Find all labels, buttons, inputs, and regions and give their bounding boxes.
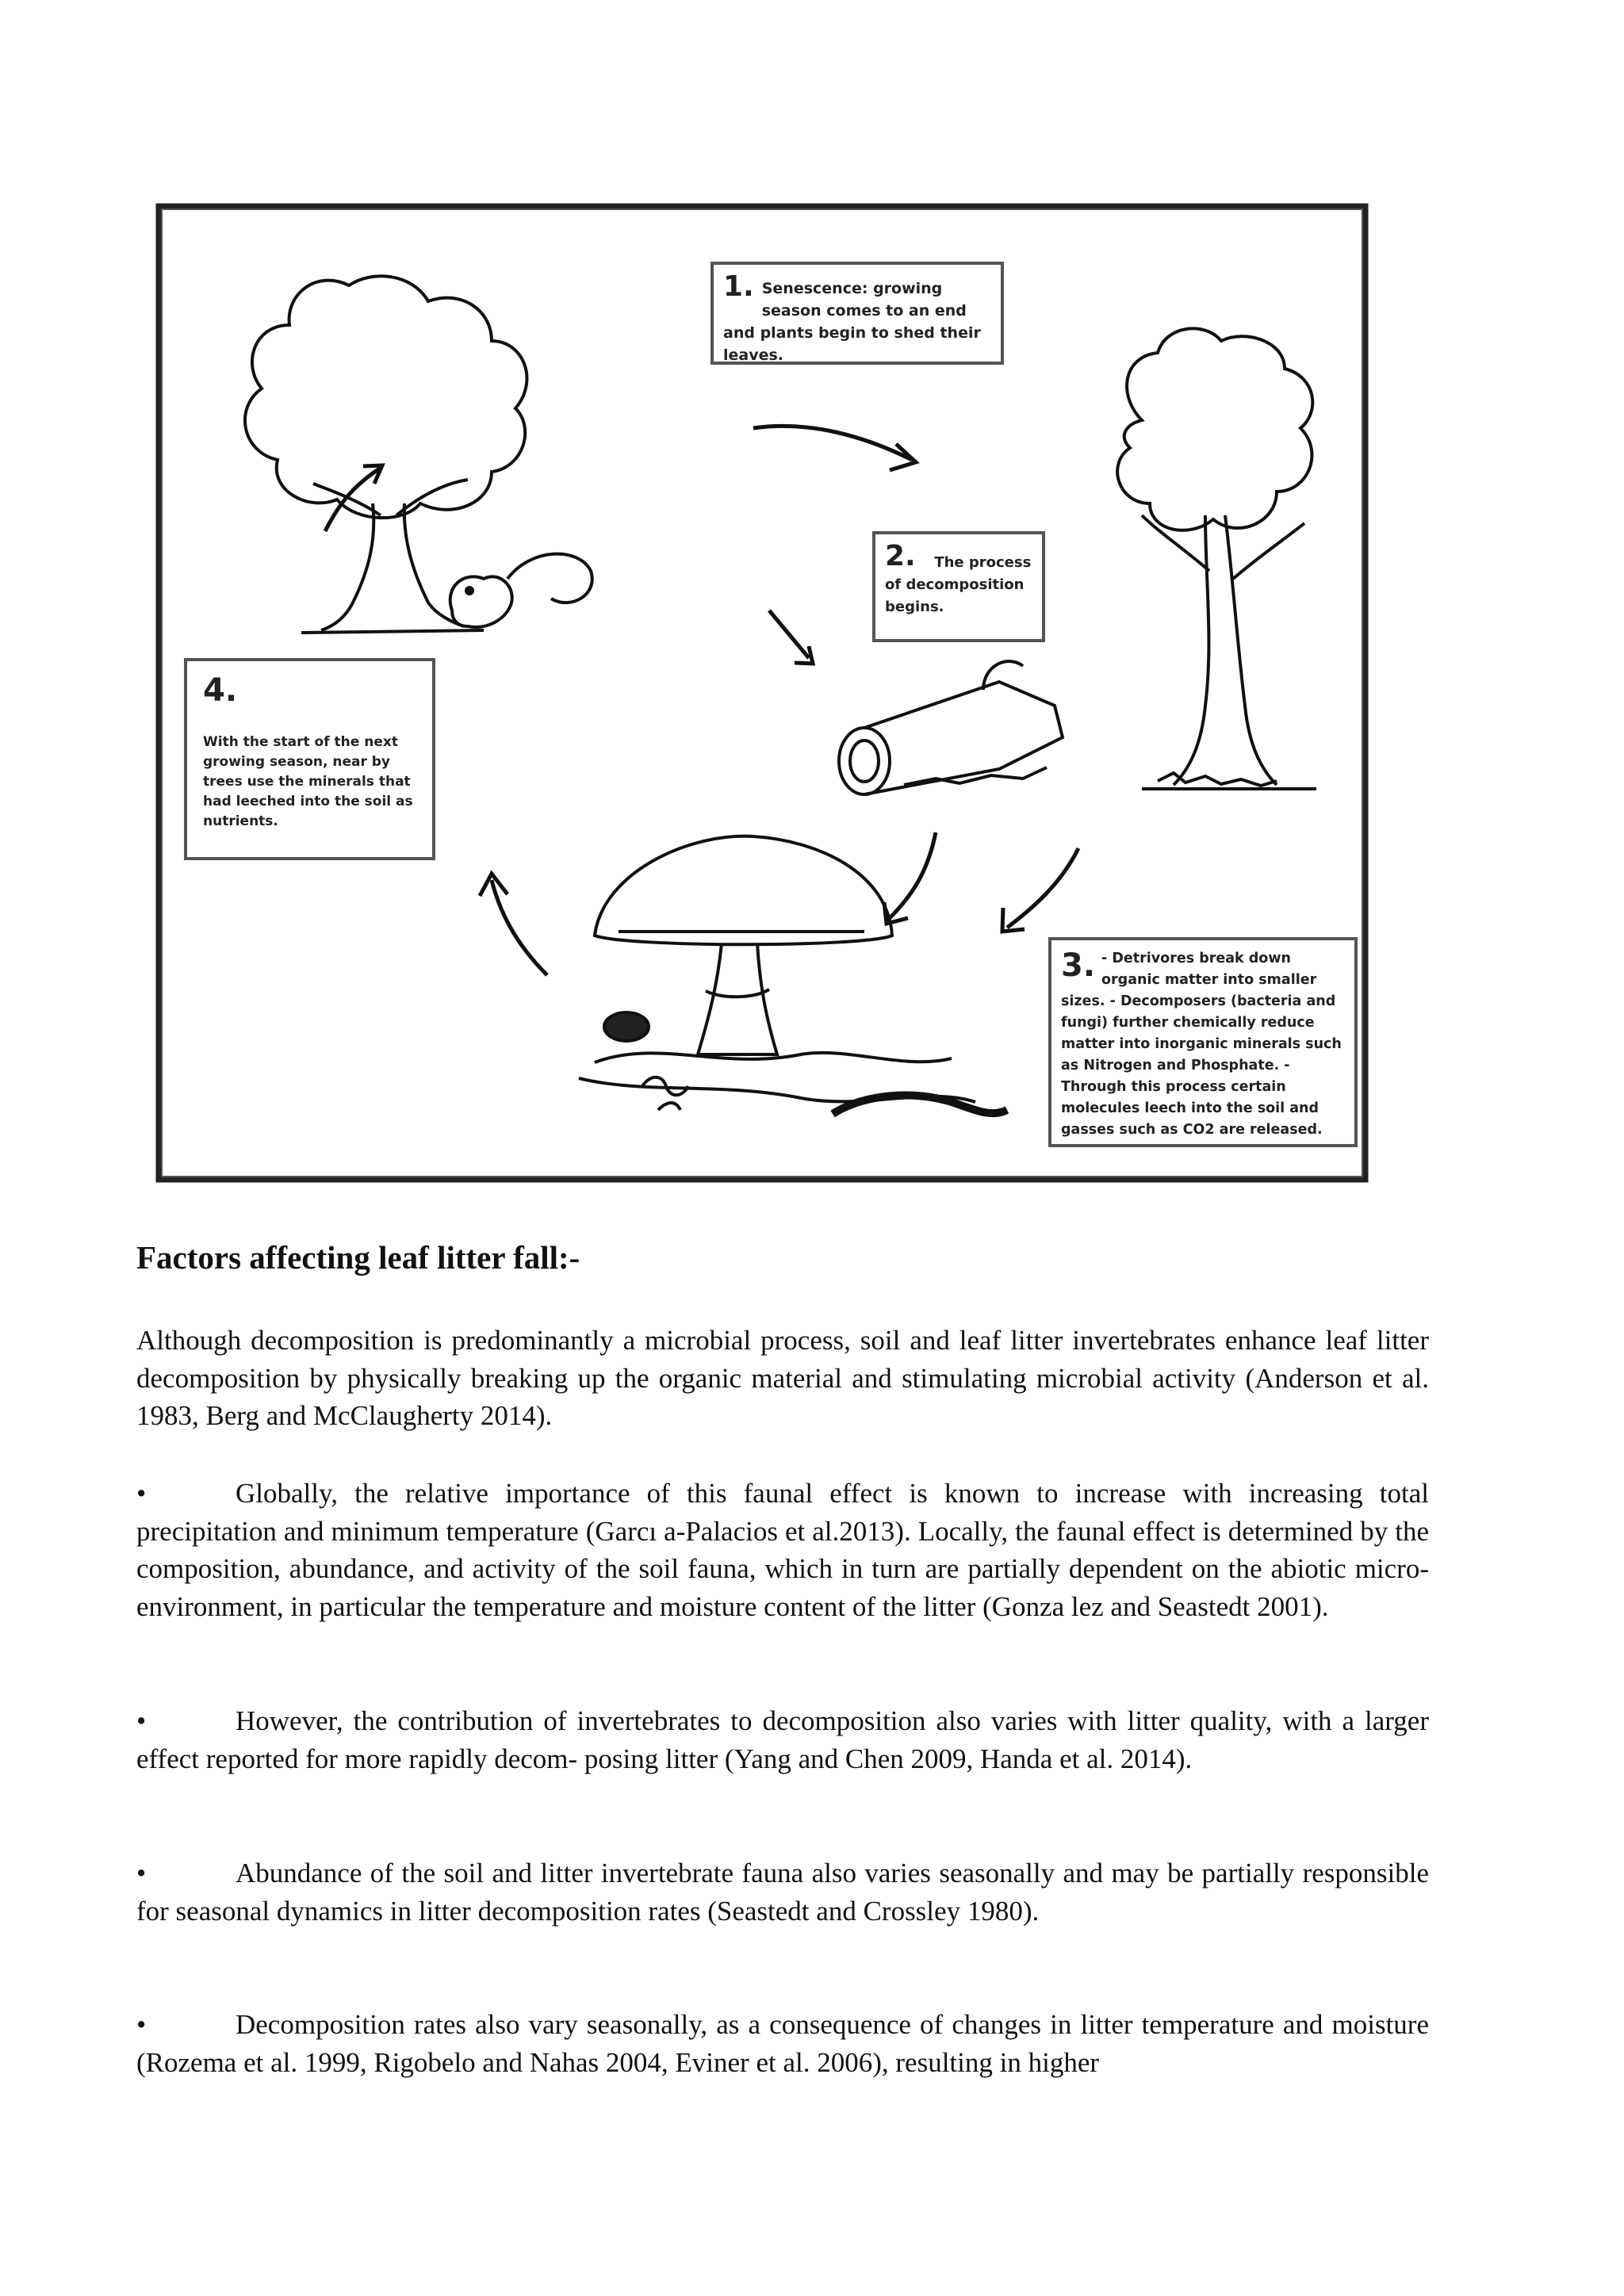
step-1-text: Senescence: growing season comes to an end and plants begin to shed their leaves. [723,280,981,364]
step-3-number: 3. [1061,947,1096,984]
squirrel-drawing [450,554,592,627]
callout-step-3 [1048,937,1358,1147]
section-heading: Factors affecting leaf litter fall:- [136,1239,580,1276]
bullet-text-2: However, the contribution of invertebrates to decomposition also varies with litter quality, with a larger effect reported for more rapidly decom- posing litter (Yang and Chen 2009, Handa et al. 2014). [136,1705,1429,1774]
log-drawing [839,661,1063,794]
bullet-mark: • [136,1858,147,1888]
step-1-number: 1. [723,270,754,303]
step-2-text-line1: The process [934,554,1032,571]
bullet-paragraph-3 [136,1854,1429,1930]
bullet-text-1: Globally, the relative importance of this faunal effect is known to increase with increasing total precipitation and minimum temperature (Garcı a-Palacios et al.2013). Locally, the faunal effect is determined by the composition, abundance, and activity of the soil fauna, which in turn are partially dependent on the abiotic micro-environment, in particular the temperature and moisture content of the litter (Gonza lez and Seastedt 2001). [136,1478,1429,1622]
bullet-mark: • [136,1478,147,1509]
step-4-number: 4. [203,672,238,709]
tree-right-drawing [1117,328,1316,789]
bullet-text-4: Decomposition rates also vary seasonally, as a consequence of changes in litter temperature and moisture (Rozema et al. 1999, Rigobelo and Nahas 2004, Eviner et al. 2006), resulting in higher [136,2009,1429,2078]
bullet-paragraph-2 [136,1702,1429,1777]
bullet-mark: • [136,1705,147,1736]
callout-step-4 [184,658,435,860]
callout-step-1 [710,262,1004,365]
bullet-mark: • [136,2009,147,2040]
callout-step-2 [872,531,1045,642]
step-4-text: With the start of the next growing season, near by trees use the minerals that had leeched into the soil as nutrients. [203,734,413,829]
step-2-number: 2. [885,540,916,572]
step-3-text: - Detrivores break down organic matter into smaller sizes. - Decomposers (bacteria and fungi) further chemically reduce matter into inorganic minerals such as Nitrogen and Phosphate. - Through this process certain molecules leech into the soil and gasses such as CO2 are released. [1061,951,1342,1138]
step-2-text-line2: of decomposition begins. [885,576,1025,615]
intro-paragraph: Although decomposition is predominantly a microbial process, soil and leaf litter invertebrates enhance leaf litter decomposition by physically breaking up the organic material and stimulating microbial activity (Anderson et al. 1983, Berg and McClaugherty 2014). [136,1325,1429,1431]
decomposition-cycle-figure [151,198,1376,1185]
bullet-text-3: Abundance of the soil and litter invertebrate fauna also varies seasonally and may be partially responsible for seasonal dynamics in litter decomposition rates (Seastedt and Crossley 1980). [136,1858,1429,1927]
mushroom-soil-drawing [579,836,1007,1114]
bullet-paragraph-1 [136,1475,1429,1625]
bullet-paragraph-4 [136,2006,1429,2081]
